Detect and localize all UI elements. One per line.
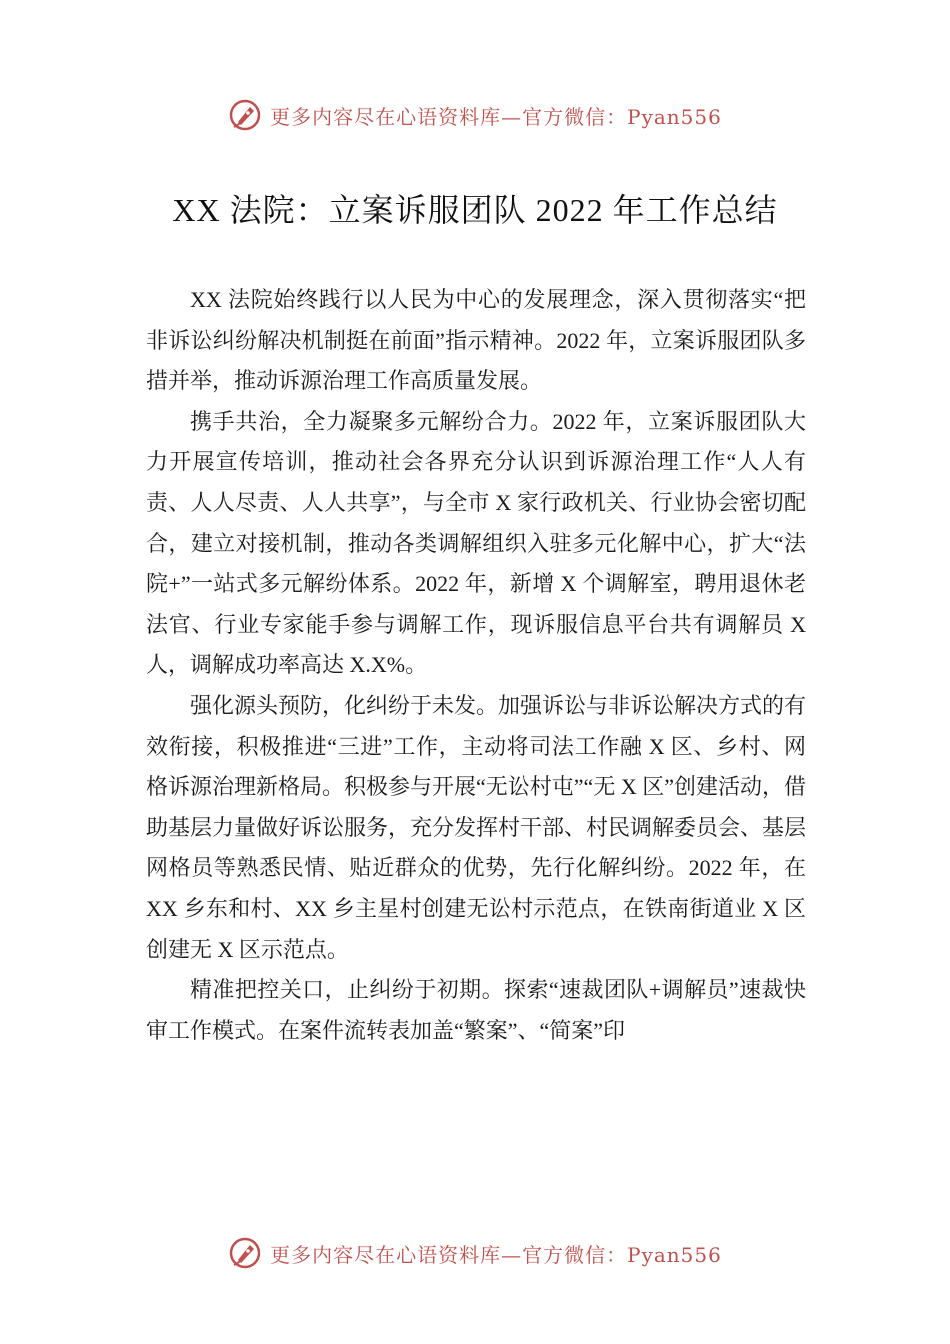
paragraph-prevention: 强化源头预防，化纠纷于未发。加强诉讼与非诉讼解决方式的有效衔接，积极推进“三进”工作，主动将司法工作融 X 区、乡村、网格诉源治理新格局。积极参与开展“无讼村屯”“无 X 区”创建活动，借助基层力量做好诉讼服务，充分发挥村干部、村民调解委员会、基层网格员等熟悉民情、贴近群众的优势，先行化解纠纷。2022 年，在 XX 乡东和村、XX 乡主星村创建无讼村示范点，在铁南街道业 X 区创建无 X 区示范点。: [146, 692, 807, 962]
footer-banner-text: 更多内容尽在心语资料库—官方微信：Pyan556: [270, 1242, 722, 1267]
paragraph-intro: XX 法院始终践行以人民为中心的发展理念，深入贯彻落实“把非诉讼纠纷解决机制挺在前面”指示精神。2022 年，立案诉服团队多措并举，推动诉源治理工作高质量发展。: [146, 287, 806, 394]
pen-nib-logo-icon: [228, 1236, 262, 1270]
paragraph-cooperation: 携手共治，全力凝聚多元解纷合力。2022 年，立案诉服团队大力开展宣传培训，推动社会各界充分认识到诉源治理工作“人人有责、人人尽责、人人共享”，与全市 X 家行政机关、行业协会密切配合，建立对接机制，推动各类调解组织入驻多元化解中心，扩大“法院+”一站式多元解纷体系。2022 年，新增 X 个调解室，聘用退休老法官、行业专家能手参与调解工作，现诉服信息平台共有调解员 X 人，调解成功率高达 X.X%。: [146, 408, 806, 678]
document-body: [146, 280, 806, 1051]
pen-nib-logo-icon: [228, 98, 262, 132]
document-title: XX 法院：立案诉服团队 2022 年工作总结: [172, 192, 778, 228]
header-banner-text: 更多内容尽在心语资料库—官方微信：Pyan556: [270, 104, 722, 129]
footer-banner: [0, 1233, 950, 1273]
header-banner: [0, 95, 950, 135]
paragraph-control: 精准把控关口，止纠纷于初期。探索“速裁团队+调解员”速裁快审工作模式。在案件流转表加盖“繁案”、“简案”印: [146, 977, 806, 1043]
